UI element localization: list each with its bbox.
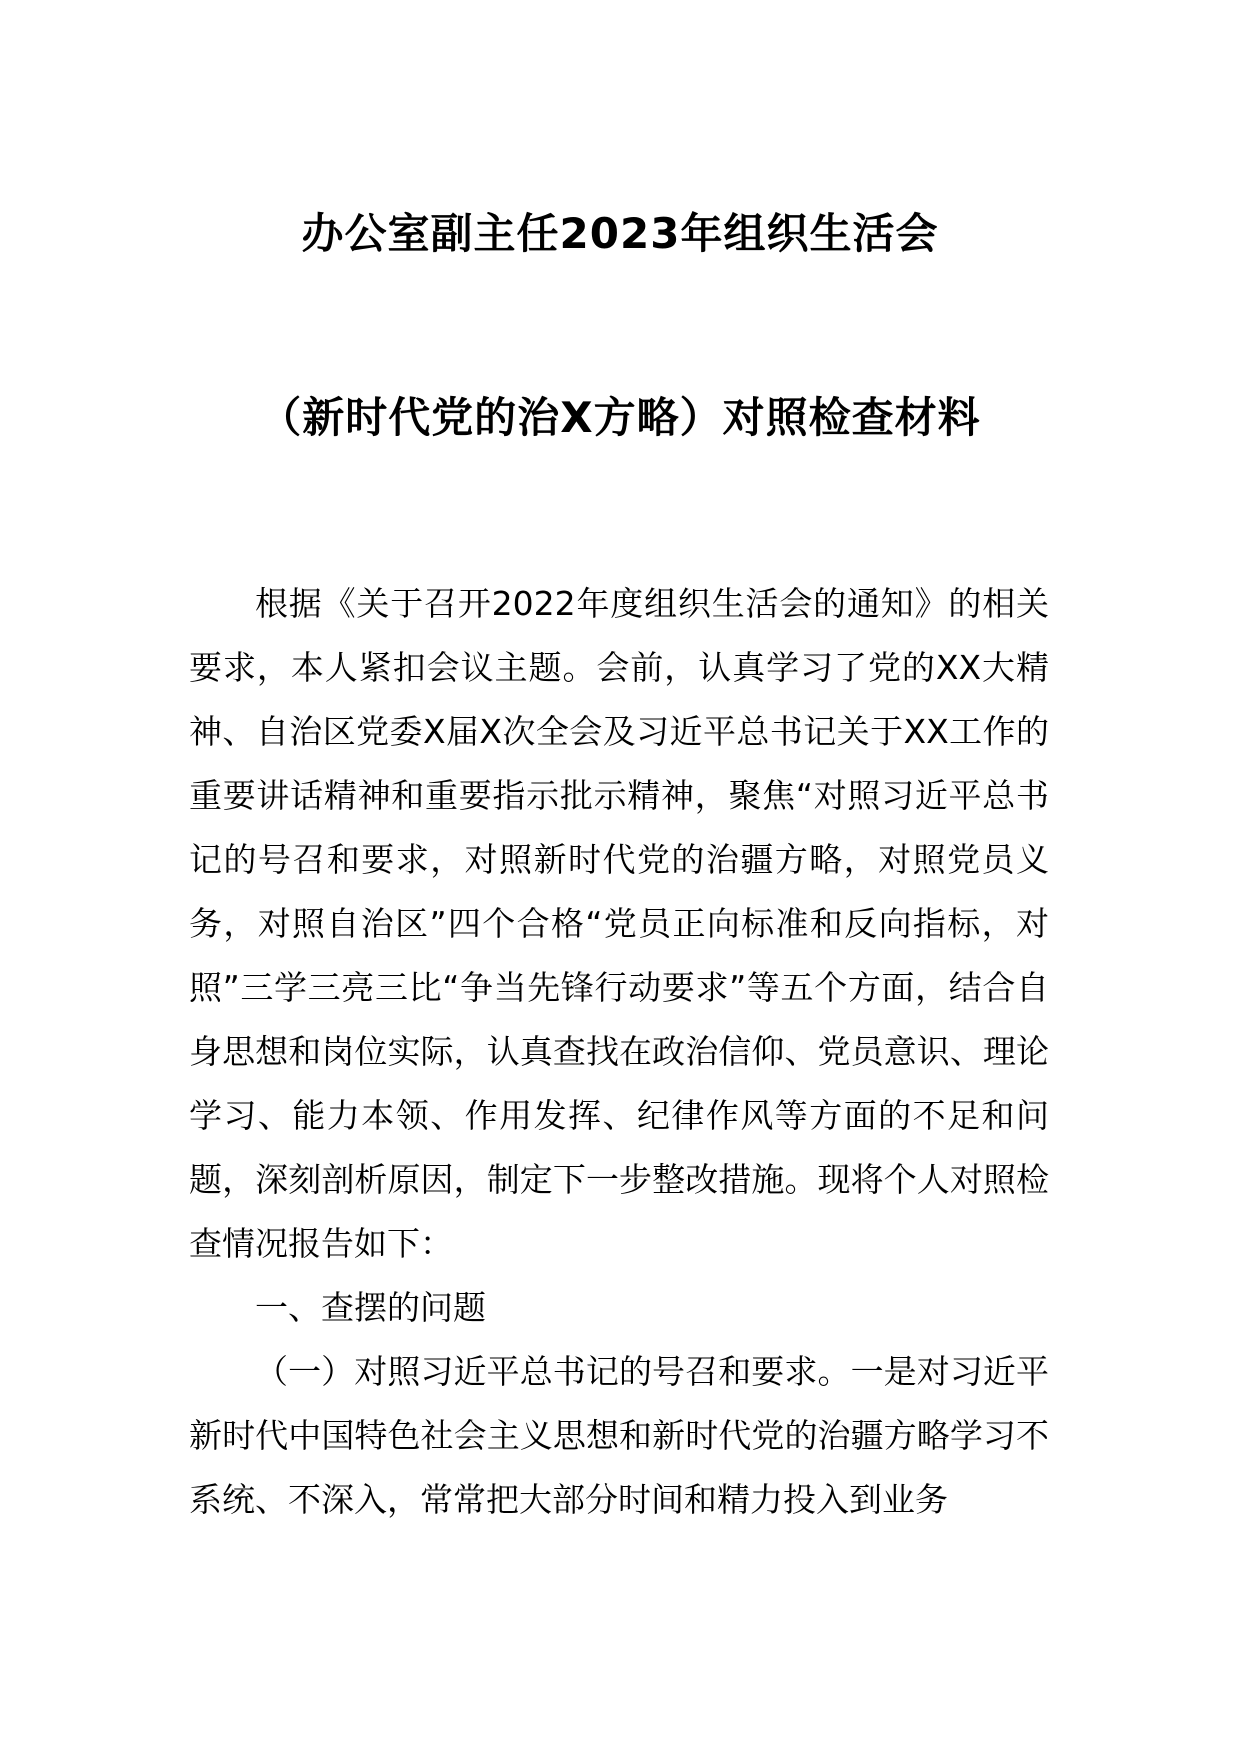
problem-paragraph-1: （一）对照习近平总书记的号召和要求。一是对习近平新时代中国特色社会主义思想和新时代党的治疆方略学习不系统、不深入，常常把大部分时间和精力投入到业务 [189,1352,1049,1519]
intro-paragraph: 根据《关于召开2022年度组织生活会的通知》的相关要求，本人紧扣会议主题。会前，认真学习了党的XX大精神、自治区党委X届X次全会及习近平总书记关于XX工作的重要讲话精神和重要指示批示精神，聚焦“对照习近平总书记的号召和要求，对照新时代党的治疆方略，对照党员义务，对照自治区”四个合格“党员正向标准和反向指标，对照”三学三亮三比“争当先锋行动要求”等五个方面，结合自身思想和岗位实际，认真查找在政治信仰、党员意识、理论学习、能力本领、作用发挥、纪律作风等方面的不足和问题，深刻剖析原因，制定下一步整改措施。现将个人对照检查情况报告如下： [189,584,1049,1263]
document-title-line-2: （新时代党的治X方略）对照检查材料 [259,393,981,442]
document-title-line-1: 办公室副主任2023年组织生活会 [301,209,939,258]
section-heading-problems: 一、查摆的问题 [255,1288,486,1327]
